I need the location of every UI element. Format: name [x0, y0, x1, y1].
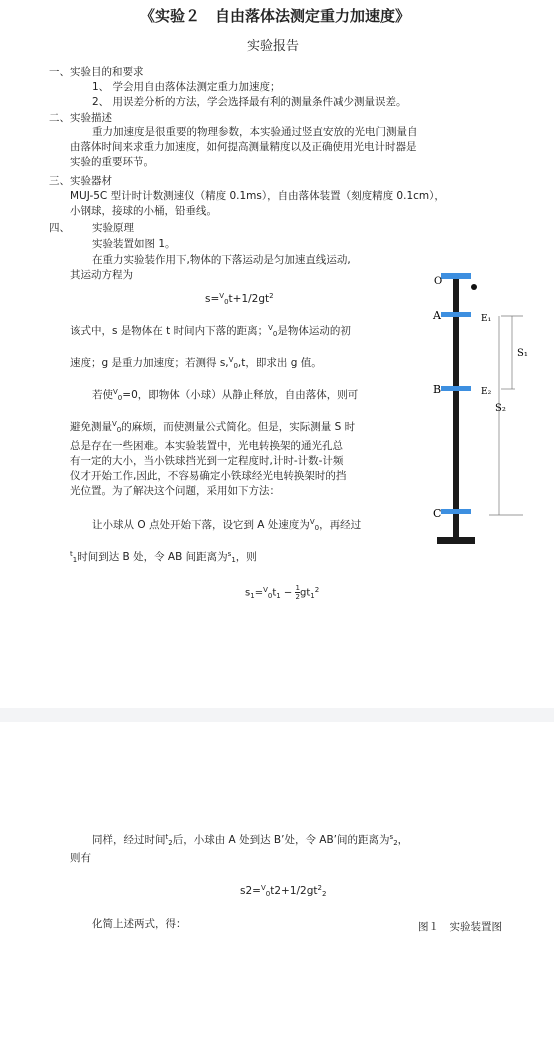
section-4-p12: $^t$1时间到达 B 处，令 AB 间距离为$^s$1，则	[70, 550, 257, 564]
section-4-p11: 让小球从 O 点处开始下落，设它到 A 处速度为$^V$0，再经过	[92, 518, 362, 532]
fraction-one-half: $\frac{1}{2}$	[295, 584, 300, 601]
section-3-heading: 三、实验器材	[49, 175, 112, 187]
section-4-p10: 光位置。为了解决这个问题，采用如下方法：	[70, 485, 280, 497]
photogate-a	[441, 312, 471, 317]
photogate-c	[441, 509, 471, 514]
section-1-heading: 一、实验目的和要求	[49, 66, 144, 78]
section-3-line-1: MUJ-5C 型计时计数测速仪（精度 0.1ms），自由落体装置（刻度精度 0.1cm），	[70, 190, 445, 202]
label-s1: S₁	[517, 348, 528, 359]
page-2-p2: 则有	[70, 852, 91, 864]
label-b: B	[433, 383, 442, 396]
section-2-line-1: 重力加速度是很重要的物理参数，本实验通过竖直安放的光电门测量自	[92, 126, 418, 138]
apparatus-figure	[425, 266, 545, 556]
photogate-b	[441, 386, 471, 391]
section-4-p2a: 在重力实验装作用下,物体的下落运动是匀加速直线运动,	[92, 254, 351, 266]
section-3-line-2: 小钢球，接球的小桶，铅垂线。	[70, 205, 217, 217]
steel-ball	[471, 284, 477, 290]
section-4-p6: 避免测量$^V$0的麻烦，而使测量公式简化。但是，实际测量 S 时	[70, 420, 356, 434]
section-4-p2b: 其运动方程为	[70, 269, 133, 281]
section-2-heading: 二、实验描述	[49, 112, 112, 124]
section-4-number: 四、	[49, 222, 70, 234]
page-2-p1: 同样，经过时间$^t$2后，小球由 A 处到达 B’处，令 AB’间的距离为$^s$2，	[92, 833, 409, 847]
section-4-p8: 有一定的大小，当小铁球挡光到一定程度时,计时-计数-计频	[70, 455, 344, 467]
label-s2: S₂	[495, 403, 506, 414]
section-4-p4: 速度；g 是重力加速度；若测得 s,$^V$0,t，即求出 g 值。	[70, 356, 322, 370]
equation-1: $s=^V0t+1/2gt^2$	[205, 292, 274, 306]
section-1-item-1: 1、 学会用自由落体法测定重力加速度；	[92, 81, 281, 93]
equation-2: $s_1=^V_0t_1$ − $\frac{1}{2}$ $gt_1^2$	[245, 584, 320, 601]
section-4-heading: 实验原理	[92, 222, 134, 234]
section-2-line-3: 实验的重要环节。	[70, 156, 154, 168]
release-bracket	[441, 273, 471, 279]
section-4-p9: 仪才开始工作,因此，不容易确定小铁球经光电转换架时的挡	[70, 470, 347, 482]
base-plate	[437, 537, 475, 544]
figure-caption: 图１ 实验装置图	[418, 921, 502, 933]
label-e2: E₂	[481, 387, 492, 397]
document-subtitle: 实验报告	[247, 39, 300, 54]
label-c: C	[433, 507, 442, 520]
section-2-line-2: 由落体时间来求重力加速度，如何提高测量精度以及正确使用光电计时器是	[70, 141, 417, 153]
equation-3: $s2=^V0t2+1/2gt^22$	[240, 884, 327, 898]
document-page-2	[0, 722, 554, 1061]
label-o: O	[434, 276, 443, 287]
label-a: A	[433, 309, 441, 322]
document-title: 《实验２ 自由落体法测定重力加速度》	[140, 7, 411, 25]
section-4-p7: 总是存在一些困难。本实验装置中，光电转换架的通光孔总	[70, 440, 343, 452]
section-4-p3: 该式中，s 是物体在 t 时间内下落的距离；$^V$0是物体运动的初	[70, 324, 351, 338]
section-4-p1: 实验装置如图 1。	[92, 238, 176, 250]
section-4-p5: 若使$^V$0=0，即物体（小球）从静止释放，自由落体，则可	[92, 388, 359, 402]
label-e1: E₁	[481, 314, 492, 324]
page-2-p3: 化简上述两式，得：	[92, 918, 187, 930]
section-1-item-2: 2、 用误差分析的方法，学会选择最有利的测量条件减少测量误差。	[92, 96, 407, 108]
